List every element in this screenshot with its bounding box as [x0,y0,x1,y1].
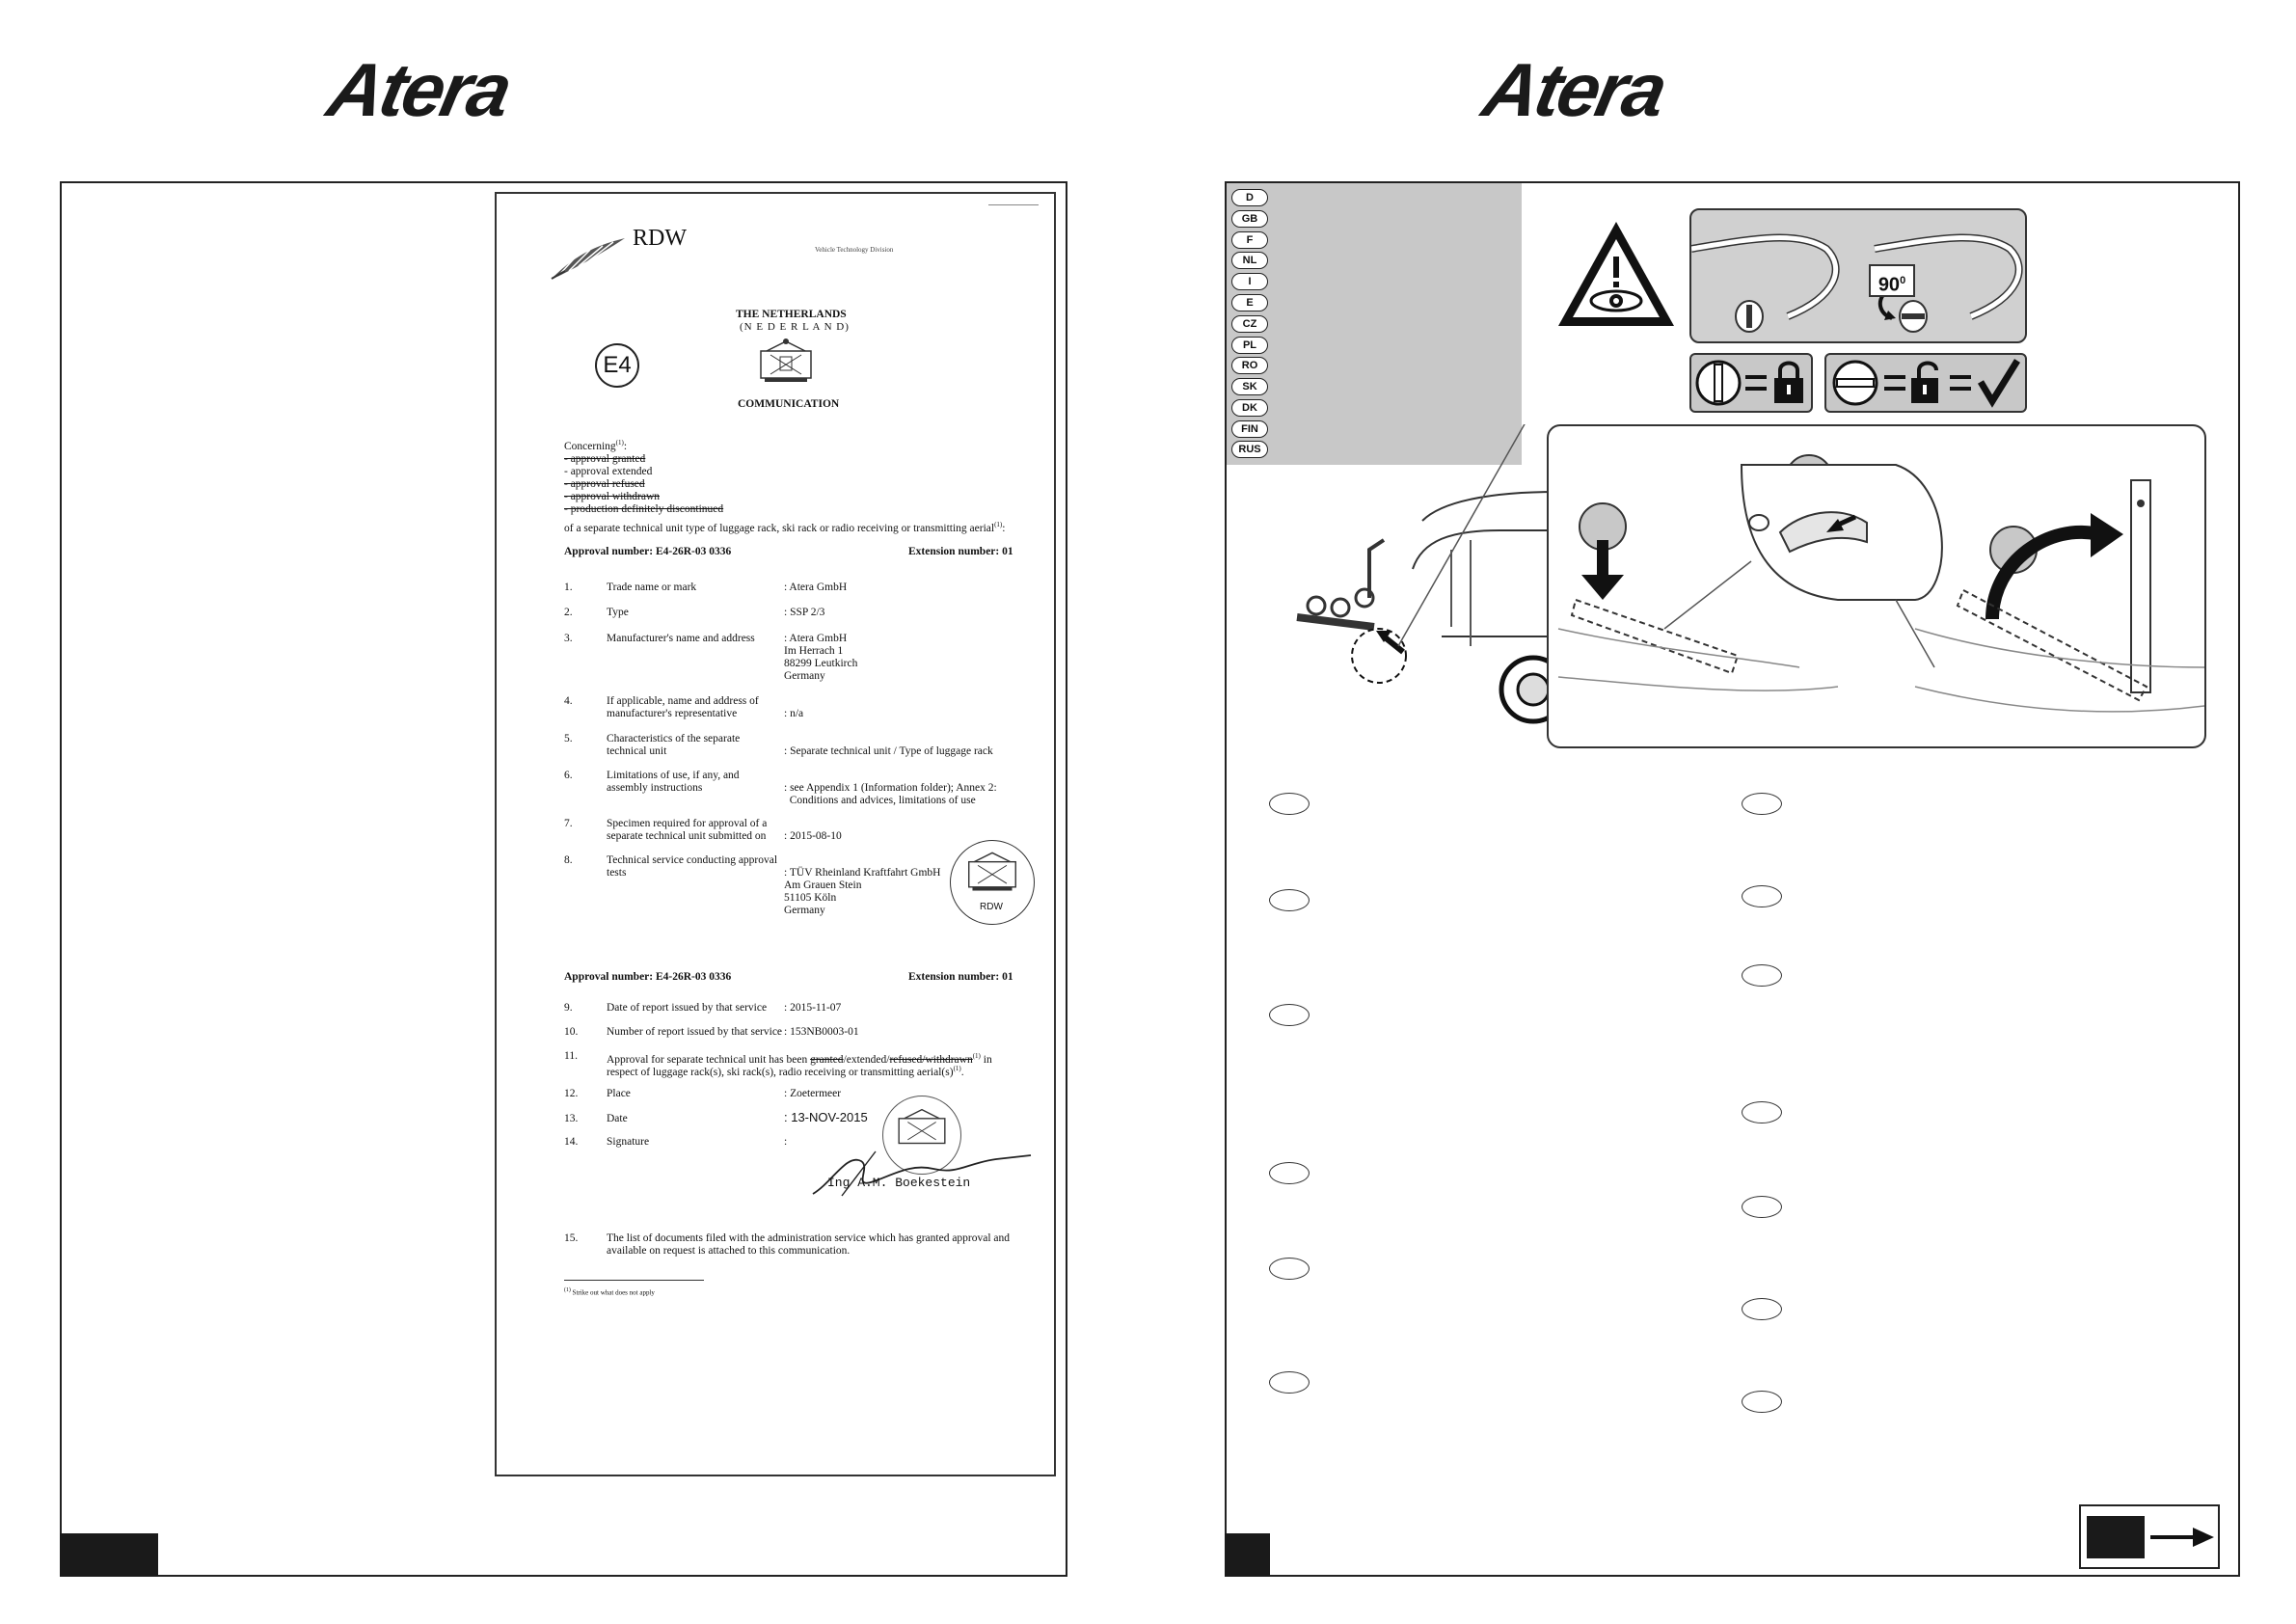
lang-text-marker [1742,793,1782,815]
item-value: : Zoetermeer [784,1088,842,1099]
approval-number: Approval number: E4-26R-03 0336 [564,546,732,557]
item-label: Type [607,607,629,618]
next-page-button[interactable] [2079,1504,2220,1569]
lang-cz[interactable]: CZ [1231,315,1268,333]
item-value: : 2015-08-10 [784,830,842,842]
item-value: : Separate technical unit / Type of luggage rack [784,745,993,757]
footnote-divider [564,1280,704,1281]
lang-ro[interactable]: RO [1231,357,1268,374]
lang-e[interactable]: E [1231,294,1268,311]
left-page-number-tab [60,1533,158,1577]
item-value: : Atera GmbH Im Herrach 1 88299 Leutkirch Germany [784,633,858,682]
arrow-right-icon [2150,1524,2216,1551]
item-num: 1. [564,582,573,593]
rdw-feather-logo [550,232,627,281]
language-panel [1227,183,1522,465]
approval-number-2: Approval number: E4-26R-03 0336 [564,971,732,983]
footnote: $^{(1)}$ Strike out what does not apply [564,1287,655,1297]
lang-text-marker [1742,885,1782,907]
item-label: Manufacturer's name and address [607,633,755,644]
country-heading: THE NETHERLANDS [736,309,847,320]
item-label: If applicable, name and address of manufacturer's representative [607,695,759,719]
item-num: 2. [564,607,573,618]
coat-of-arms-icon [757,338,815,384]
option-approval-refused: - approval refused [564,478,645,490]
lang-text-marker [1269,1004,1310,1026]
atera-logo-left: Atera [320,47,517,132]
lang-dk[interactable]: DK [1231,399,1268,417]
item-value: : 2015-11-07 [784,1002,842,1014]
rotation-90-label: $90^0$ [1869,264,1915,297]
scope-text: of a separate technical unit type of luggage rack, ski rack or radio receiving or transmitting aerial$^{(1)}$: [564,521,1006,534]
item-value: : TÜV Rheinland Kraftfahrt GmbH Am Grauen Stein 51105 Köln Germany [784,867,941,916]
item-value: : Atera GmbH [784,582,848,593]
lang-text-marker [1269,1371,1310,1394]
country-local: (N E D E R L A N D) [740,321,850,333]
coat-of-arms-icon [965,849,1019,893]
option-approval-withdrawn: - approval withdrawn [564,491,660,502]
signer-name: Ing A.M. Boekestein [827,1176,971,1190]
lang-fin[interactable]: FIN [1231,420,1268,438]
lang-rus[interactable]: RUS [1231,441,1268,458]
concerning-label: Concerning$^{(1)}$: [564,439,628,452]
lang-sk[interactable]: SK [1231,378,1268,395]
item-num: 15. [564,1232,579,1244]
lang-text-marker [1742,964,1782,987]
item-num: 10. [564,1026,579,1038]
item-num: 13. [564,1113,579,1124]
communication-heading: COMMUNICATION [738,398,840,410]
item-label: Date [607,1113,628,1124]
lang-text-marker [1269,793,1310,815]
item-label: Place [607,1088,631,1099]
item-num: 11. [564,1050,578,1062]
option-production-discontinued: - production definitely discontinued [564,503,724,515]
item-label: Number of report issued by that service [607,1026,783,1038]
lang-text-marker [1742,1298,1782,1320]
item-value: : [784,1136,788,1148]
extension-number: Extension number: 01 [908,546,1013,557]
next-page-block [2087,1516,2145,1558]
item-num: 7. [564,818,573,829]
item-num: 14. [564,1136,579,1148]
unlocked-state-box [1824,353,2027,413]
item-num: 12. [564,1088,579,1099]
item-label: Characteristics of the separate technical unit [607,733,741,757]
item-num: 4. [564,695,573,707]
item-value: : 13-NOV-2015 [784,1110,868,1124]
option-approval-granted: - approval granted [564,453,646,465]
item-value: : n/a [784,708,804,719]
lang-i[interactable]: I [1231,273,1268,290]
lock-detail-panel [1689,208,2027,343]
signature-scribble [803,1134,1035,1202]
item-num: 8. [564,854,573,866]
lang-d[interactable]: D [1231,189,1268,206]
item-15-text: The list of documents filed with the administration service which has granted approval and available on request is attached to this communication. [607,1232,1011,1257]
item-num: 6. [564,770,573,781]
item-label: Limitations of use, if any, and assembly instructions [607,770,740,794]
car-bike-carrier-illustration [1278,424,1557,733]
lang-gb[interactable]: GB [1231,210,1268,228]
item-value: : see Appendix 1 (Information folder); Annex 2: Conditions and advices, limitations of use [784,782,997,806]
step-detail-box [1547,424,2206,748]
item-num: 9. [564,1002,573,1014]
lang-text-marker [1269,1258,1310,1280]
item-label: Specimen required for approval of a separate technical unit submitted on [607,818,768,842]
option-approval-extended: - approval extended [564,466,653,477]
item-label: Date of report issued by that service [607,1002,768,1014]
atera-logo-right: Atera [1475,47,1672,132]
item-value: : SSP 2/3 [784,607,825,618]
extension-number-2: Extension number: 01 [908,971,1013,983]
item-label: Trade name or mark [607,582,697,593]
e4-approval-mark: E4 [595,343,639,388]
right-page-number-tab [1225,1533,1270,1577]
lang-pl[interactable]: PL [1231,337,1268,354]
item-num: 5. [564,733,573,744]
warning-eye-icon [1554,218,1678,330]
lang-f[interactable]: F [1231,231,1268,249]
item-label: Technical service conducting approval tests [607,854,778,879]
rdw-division: Vehicle Technology Division [815,246,894,254]
item-value: : 153NB0003-01 [784,1026,859,1038]
approval-certificate [495,192,1056,1476]
lang-text-marker [1742,1101,1782,1123]
lang-text-marker [1742,1391,1782,1413]
lang-text-marker [1269,1162,1310,1184]
rdw-stamp [950,840,1035,925]
item-num: 3. [564,633,573,644]
lang-text-marker [1742,1196,1782,1218]
item-11-text-line2: respect of luggage rack(s), ski rack(s), radio receiving or transmitting $aerial(s)^{(1)}$. [607,1065,964,1078]
rdw-authority-name: RDW [633,226,687,251]
lang-nl[interactable]: NL [1231,252,1268,269]
item-11-text: Approval for separate technical unit has been granted/extended/refused/withdrawn$^{(1)}$ in [607,1052,992,1066]
stamp-label: RDW [980,902,1003,912]
item-label: Signature [607,1136,650,1148]
locked-state-box [1689,353,1813,413]
lang-text-marker [1269,889,1310,911]
